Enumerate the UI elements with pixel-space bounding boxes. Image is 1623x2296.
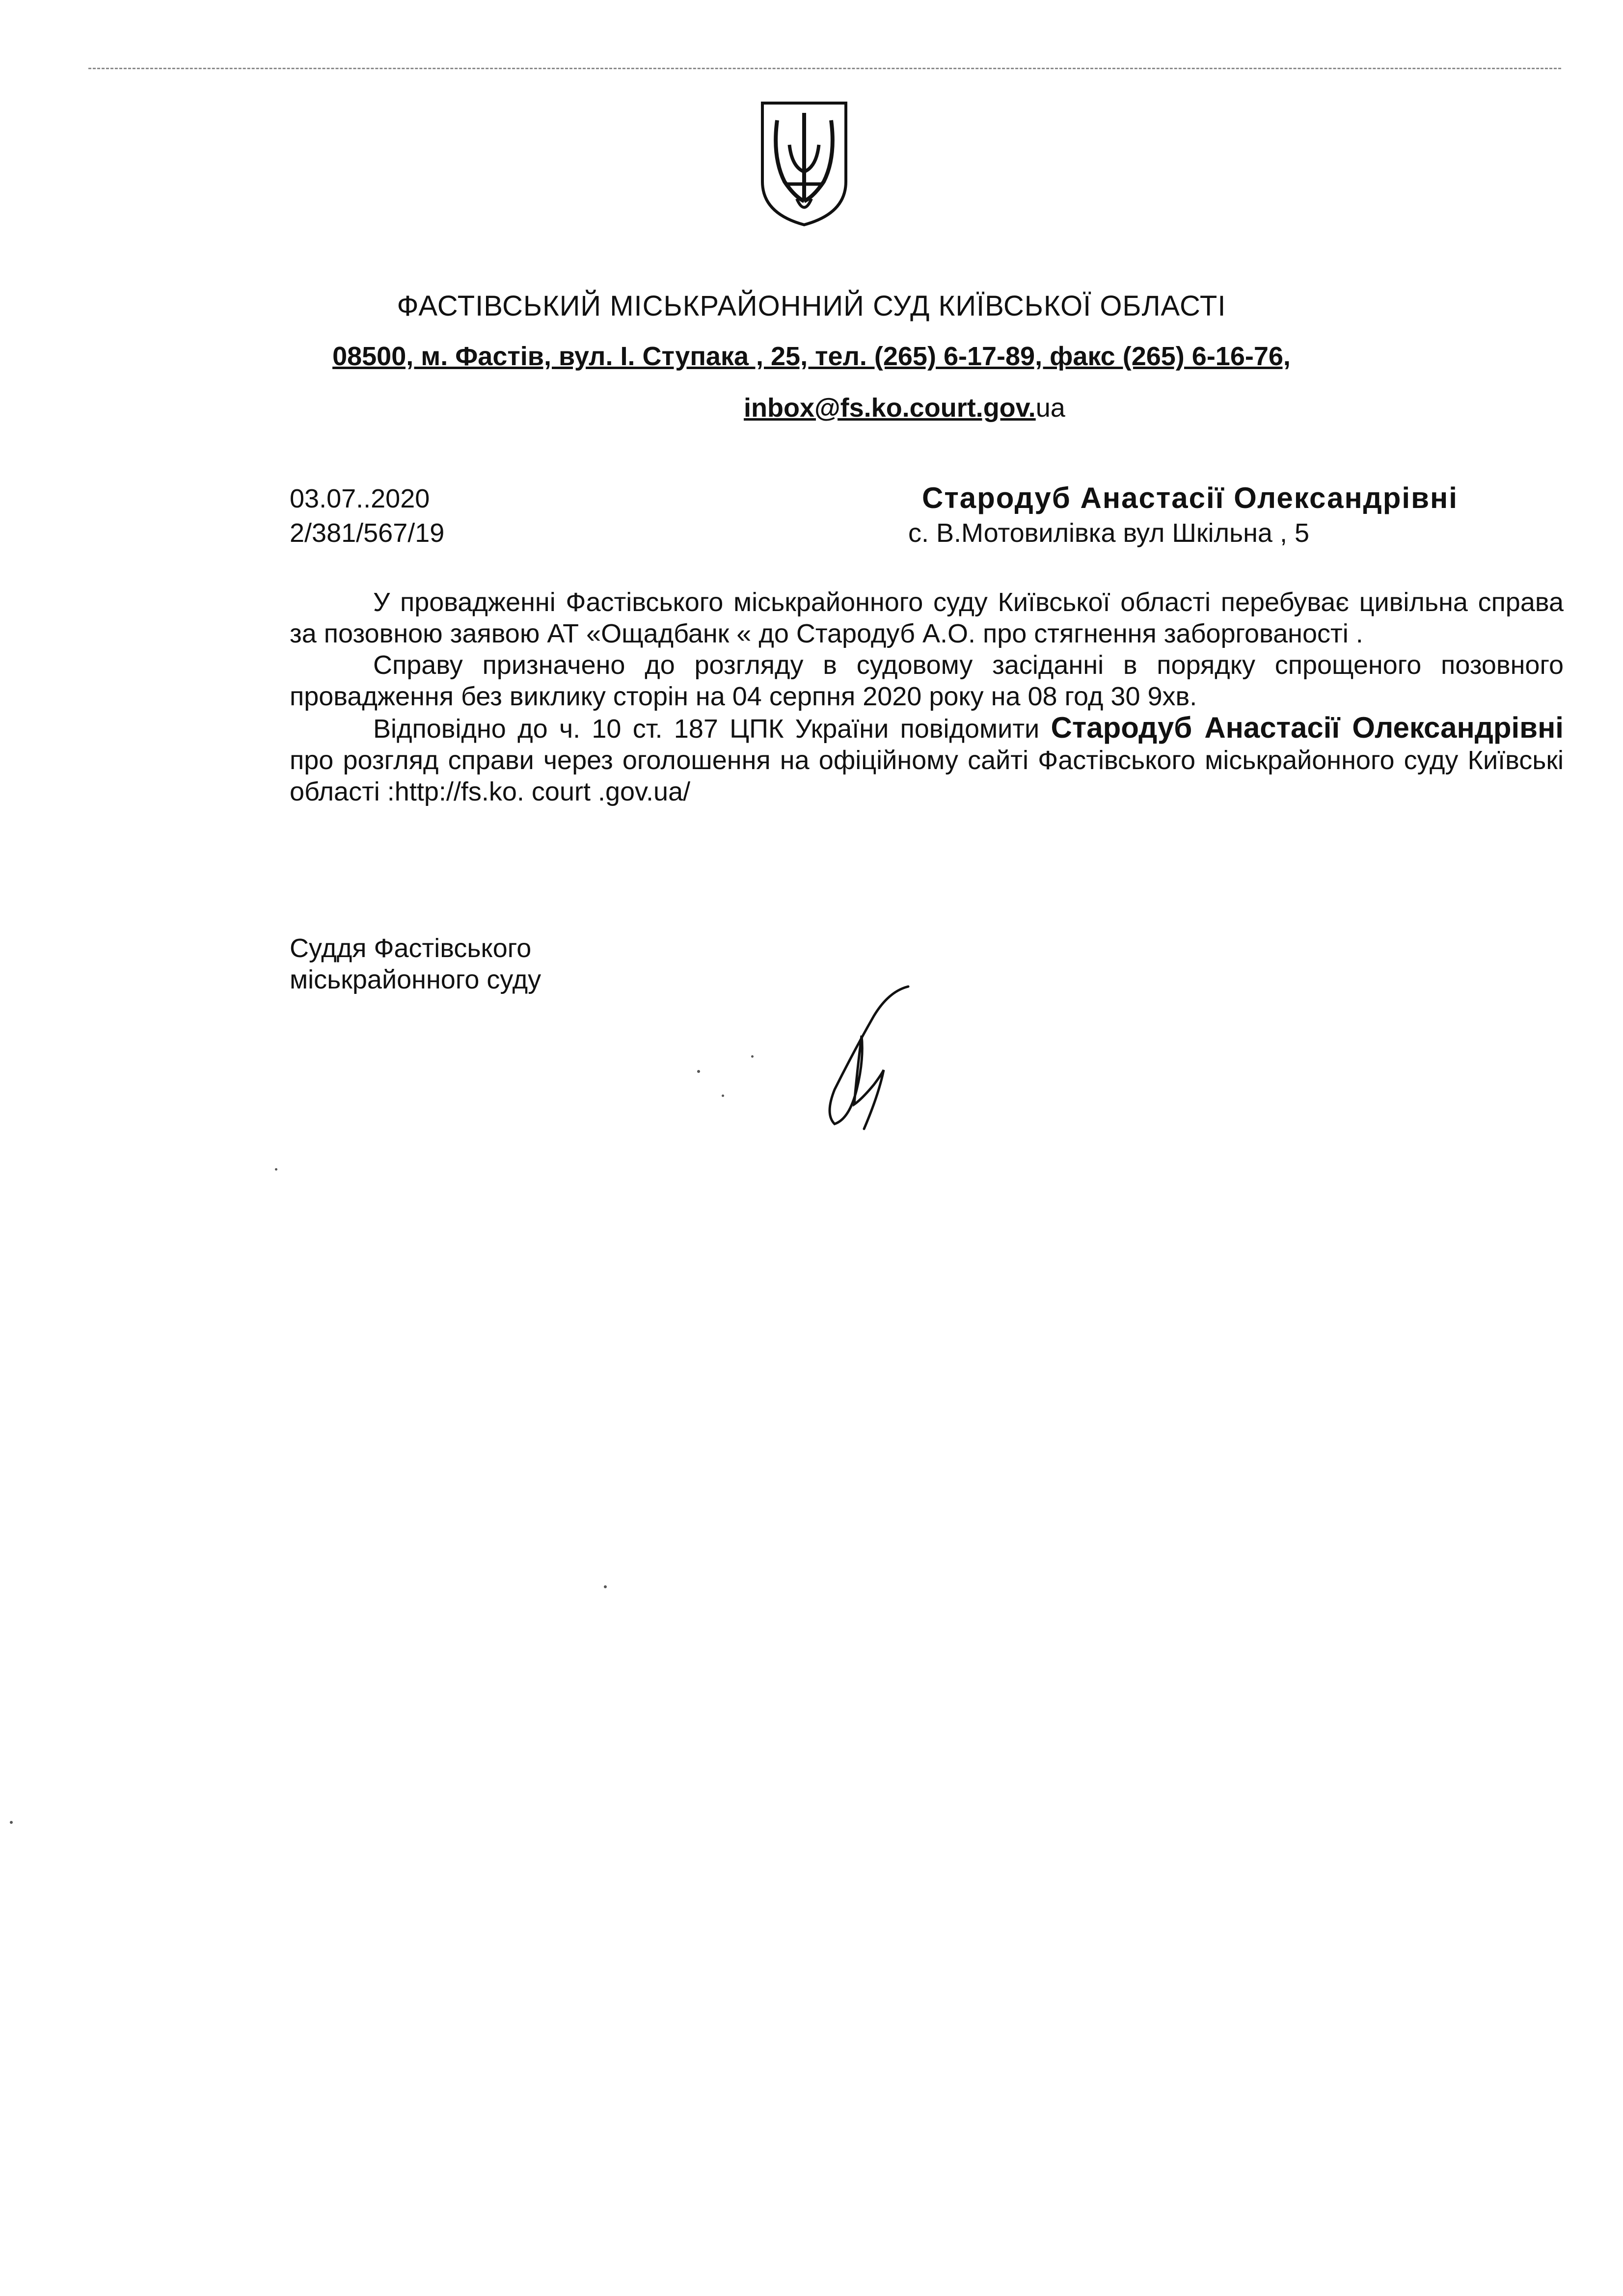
scan-edge-line bbox=[88, 68, 1561, 69]
paragraph-hearing: Справу призначено до розгляду в судовому засіданні в порядку спрощеного позовного провадження без виклику сторін на 04 серпня 2020 року на 08 год 30 9хв. bbox=[290, 650, 1564, 711]
notification-text-end: про розгляд справи через оголошення на офіційному сайті Фастівського міськрайонного суду Київські області :http://fs.ko. court .gov.ua/ bbox=[290, 746, 1564, 806]
court-email-suffix: ua bbox=[1035, 393, 1065, 423]
scan-speck bbox=[722, 1095, 724, 1097]
handwritten-signature-icon bbox=[776, 977, 933, 1144]
notification-recipient-name: Стародуб Анастасії Олександрівні bbox=[1051, 711, 1564, 744]
scan-speck bbox=[10, 1821, 13, 1824]
case-number: 2/381/567/19 bbox=[290, 518, 445, 548]
signer-title bbox=[290, 933, 541, 995]
scan-speck bbox=[604, 1585, 607, 1588]
notification-text-start: Відповідно до ч. 10 ст. 187 ЦПК України повідомити bbox=[373, 714, 1040, 744]
paragraph-proceedings: У провадженні Фастівського міськрайонного суду Київської області перебуває цивільна справа за позовною заявою АТ «Ощадбанк « до Стародуб А.О. про стягнення заборгованості . bbox=[290, 587, 1564, 648]
court-email-link[interactable]: inbox@fs.ko.court.gov. bbox=[744, 393, 1036, 423]
scan-speck bbox=[751, 1055, 754, 1058]
scan-speck bbox=[275, 1168, 277, 1171]
signer-title-line1: Суддя Фастівського bbox=[290, 934, 532, 963]
recipient-name: Стародуб Анастасії Олександрівні bbox=[922, 481, 1458, 514]
court-address: 08500, м. Фастів, вул. І. Ступака , 25, тел. (265) 6-17-89, факс (265) 6-16-76, bbox=[332, 342, 1291, 371]
trident-coat-of-arms-icon bbox=[757, 98, 851, 228]
paragraph-notification bbox=[290, 712, 1564, 807]
document-date: 03.07..2020 bbox=[290, 484, 430, 513]
recipient-address: с. В.Мотовилівка вул Шкільна , 5 bbox=[908, 518, 1309, 548]
court-email bbox=[744, 393, 1065, 423]
signer-title-line2: міськрайонного суду bbox=[290, 965, 541, 994]
letter-body bbox=[290, 587, 1564, 807]
court-name: ФАСТІВСЬКИЙ МІСЬКРАЙОННИЙ СУД КИЇВСЬКОЇ ОБЛАСТІ bbox=[397, 290, 1226, 322]
scan-speck bbox=[697, 1070, 700, 1073]
